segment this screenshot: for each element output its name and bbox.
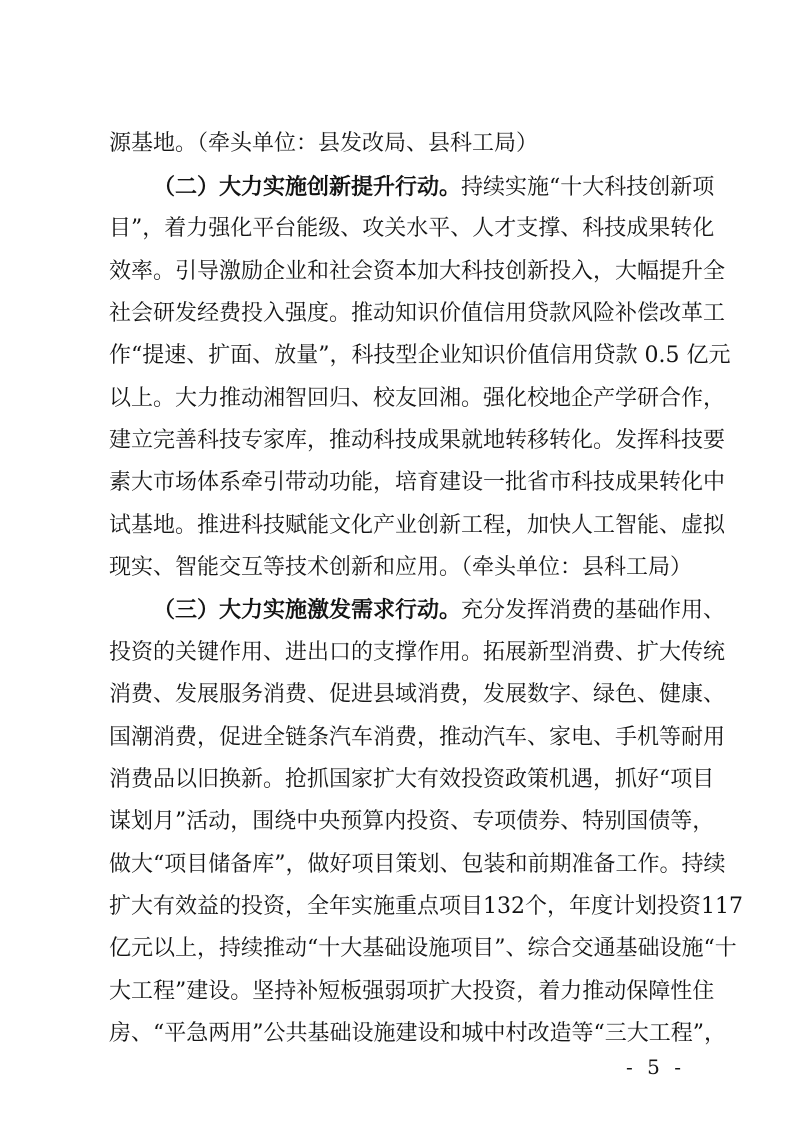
text-line: 消费、发展服务消费、促进县域消费，发展数字、绿色、健康、 [109,682,726,707]
text-line: 大工程”建设。坚持补短板强弱项扩大投资，着力推动保障性住 [109,979,715,1004]
page-number: - 5 - [626,1055,685,1079]
text-line: 社会研发经费投入强度。推动知识价值信用贷款风险补偿改革工 [109,301,726,326]
text-line: 现实、智能交互等技术创新和应用。（牵头单位：县科工局） [109,555,693,580]
text-line: 作“提速、扩面、放量”，科技型企业知识价值信用贷款 0.5 亿元 [109,343,731,368]
section-heading-line [153,171,715,203]
text-line: 投资的关键作用、进出口的支撑作用。拓展新型消费、扩大传统 [109,640,726,665]
text-line: 扩大有效益的投资，全年实施重点项目132个，年度计划投资117 [109,894,743,919]
text-line: 目”，着力强化平台能级、攻关水平、人才支撑、科技成果转化 [109,216,715,241]
text-line: 以上。大力推动湘智回归、校友回湘。强化校地企产学研合作， [109,386,726,411]
text-line: 亿元以上，持续推动“十大基础设施项目”、综合交通基础设施“十 [109,936,737,961]
text-line: 做大“项目储备库”，做好项目策划、包装和前期准备工作。持续 [109,852,726,877]
text-line: 消费品以旧换新。抢抓国家扩大有效投资政策机遇，抓好“项目 [109,767,715,792]
section-lead-text: 持续实施“十大科技创新项 [461,175,715,200]
text-line: 效率。引导激励企业和社会资本加大科技创新投入，大幅提升全 [109,259,726,284]
text-line: 试基地。推进科技赋能文化产业创新工程，加快人工智能、虚拟 [109,513,726,538]
text-line: 建立完善科技专家库，推动科技成果就地转移转化。发挥科技要 [109,428,726,453]
text-line: 谋划月”活动，围绕中央预算内投资、专项债券、特别国债等， [109,809,715,834]
section-heading: （二）大力实施创新提升行动。 [153,174,462,200]
text-line: 素大市场体系牵引带动功能，培育建设一批省市科技成果转化中 [109,470,726,495]
section-lead-text: 充分发挥消费的基础作用、 [461,598,726,623]
section-heading-line [153,594,726,626]
text-line: 国潮消费，促进全链条汽车消费，推动汽车、家电、手机等耐用 [109,725,726,750]
text-line: 源基地。（牵头单位：县发改局、县科工局） [109,131,539,156]
text-line: 房、“平急两用”公共基础设施建设和城中村改造等“三大工程”， [109,1021,726,1046]
section-heading: （三）大力实施激发需求行动。 [153,597,462,623]
